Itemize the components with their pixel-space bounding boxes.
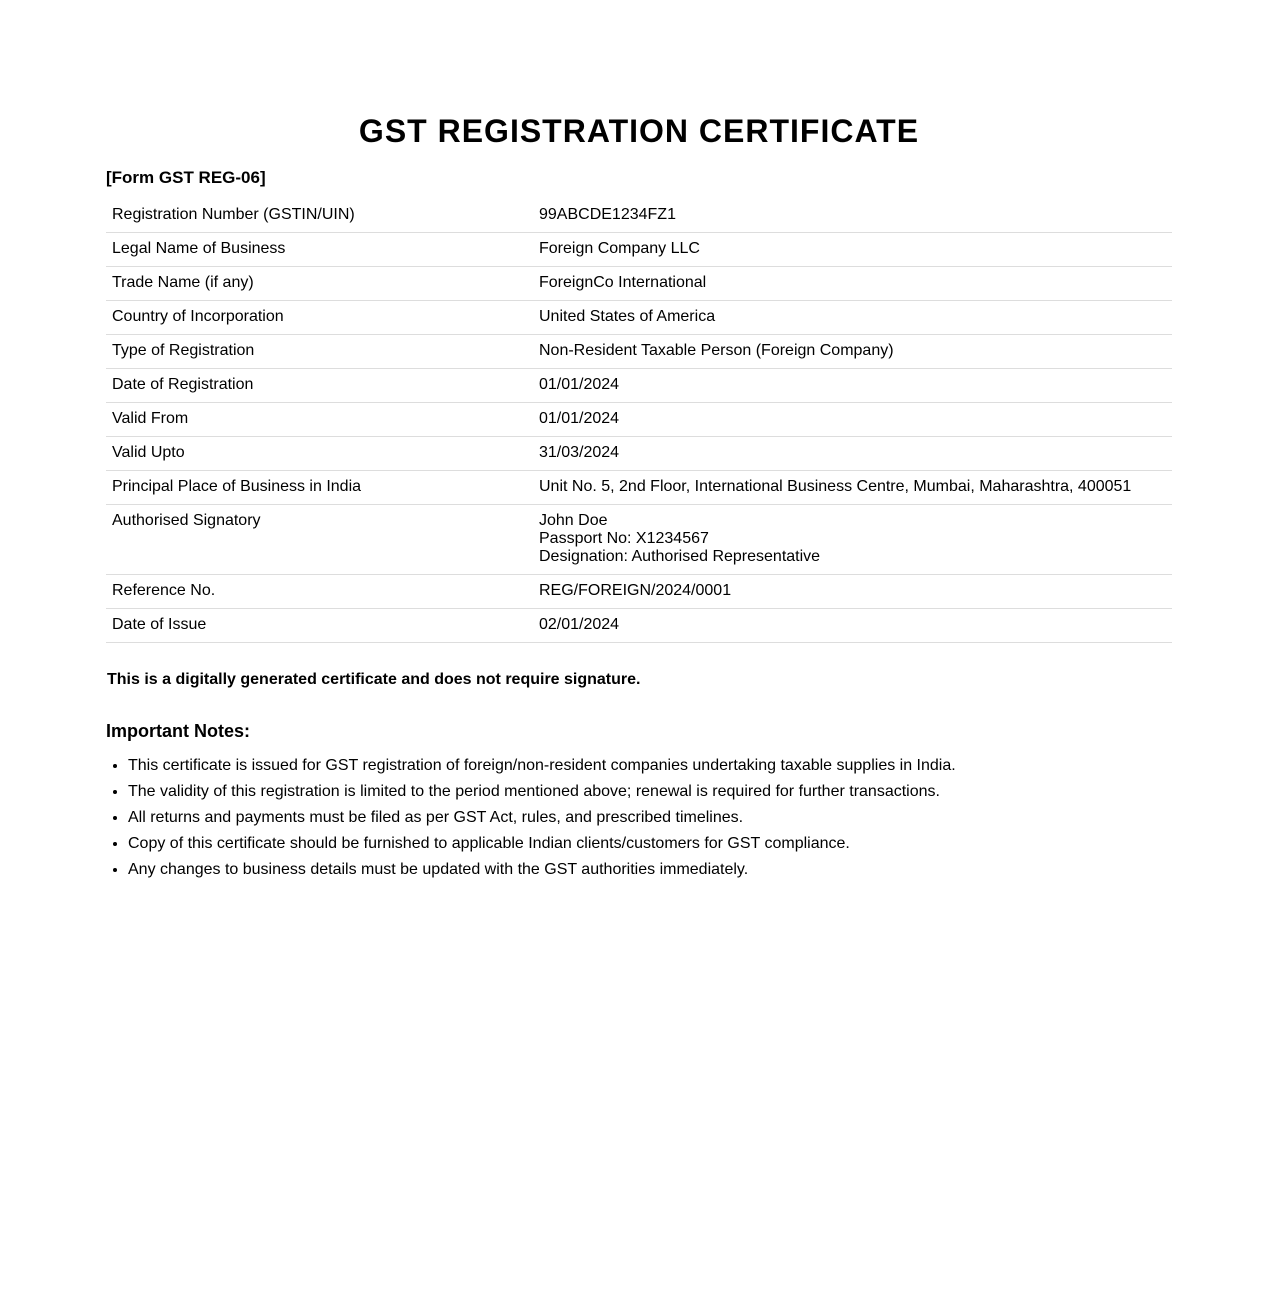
row-value: 01/01/2024 bbox=[533, 369, 1172, 403]
row-label: Legal Name of Business bbox=[106, 233, 533, 267]
list-item: • The validity of this registration is limited to the period mentioned above; renewal is required for further transactions. bbox=[128, 783, 1172, 801]
table-row-signatory bbox=[106, 505, 1172, 575]
row-label: Type of Registration bbox=[106, 335, 533, 369]
row-value: ForeignCo International bbox=[533, 267, 1172, 301]
table-row bbox=[106, 335, 1172, 369]
row-value: United States of America bbox=[533, 301, 1172, 335]
table-row bbox=[106, 437, 1172, 471]
list-item: • Any changes to business details must be updated with the GST authorities immediately. bbox=[128, 861, 1172, 879]
row-label: Registration Number (GSTIN/UIN) bbox=[106, 199, 533, 233]
signatory-details bbox=[533, 505, 1172, 575]
certificate-title: GST REGISTRATION CERTIFICATE bbox=[358, 113, 920, 149]
table-row bbox=[106, 301, 1172, 335]
row-label: Trade Name (if any) bbox=[106, 267, 533, 301]
form-reference: [Form GST REG-06] bbox=[106, 168, 266, 187]
row-value: REG/FOREIGN/2024/0001 bbox=[533, 575, 1172, 609]
list-item: • Copy of this certificate should be furnished to applicable Indian clients/customers for GST compliance. bbox=[128, 835, 1172, 853]
row-value: Non-Resident Taxable Person (Foreign Company) bbox=[533, 335, 1172, 369]
row-value: 99ABCDE1234FZ1 bbox=[533, 199, 1172, 233]
certificate-page bbox=[106, 0, 1172, 887]
table-row bbox=[106, 609, 1172, 643]
signatory-designation: Designation: Authorised Representative bbox=[539, 548, 821, 565]
row-value: Foreign Company LLC bbox=[533, 233, 1172, 267]
list-item: • All returns and payments must be filed as per GST Act, rules, and prescribed timelines. bbox=[128, 809, 1172, 827]
table-row bbox=[106, 233, 1172, 267]
row-label: Date of Registration bbox=[106, 369, 533, 403]
row-value: Unit No. 5, 2nd Floor, International Business Centre, Mumbai, Maharashtra, 400051 bbox=[533, 471, 1172, 505]
table-row bbox=[106, 403, 1172, 437]
row-label: Date of Issue bbox=[106, 609, 533, 643]
row-label: Authorised Signatory bbox=[106, 505, 533, 575]
table-row bbox=[106, 471, 1172, 505]
notes-heading: Important Notes: bbox=[106, 721, 250, 741]
table-row bbox=[106, 575, 1172, 609]
list-item: • This certificate is issued for GST registration of foreign/non-resident companies undertaking taxable supplies in India. bbox=[128, 757, 1172, 775]
table-row bbox=[106, 369, 1172, 403]
signatory-passport: Passport No: X1234567 bbox=[539, 530, 709, 547]
row-label: Valid Upto bbox=[106, 437, 533, 471]
row-label: Valid From bbox=[106, 403, 533, 437]
row-label: Country of Incorporation bbox=[106, 301, 533, 335]
table-row bbox=[106, 199, 1172, 233]
row-label: Principal Place of Business in India bbox=[106, 471, 533, 505]
row-value: 02/01/2024 bbox=[533, 609, 1172, 643]
registration-details-table bbox=[106, 199, 1172, 643]
digital-certificate-note: This is a digitally generated certificate and does not require signature. bbox=[107, 671, 641, 688]
row-label: Reference No. bbox=[106, 575, 533, 609]
row-value: 31/03/2024 bbox=[533, 437, 1172, 471]
row-value: 01/01/2024 bbox=[533, 403, 1172, 437]
signatory-name: John Doe bbox=[539, 512, 608, 529]
table-row bbox=[106, 267, 1172, 301]
notes-list bbox=[106, 757, 1172, 879]
